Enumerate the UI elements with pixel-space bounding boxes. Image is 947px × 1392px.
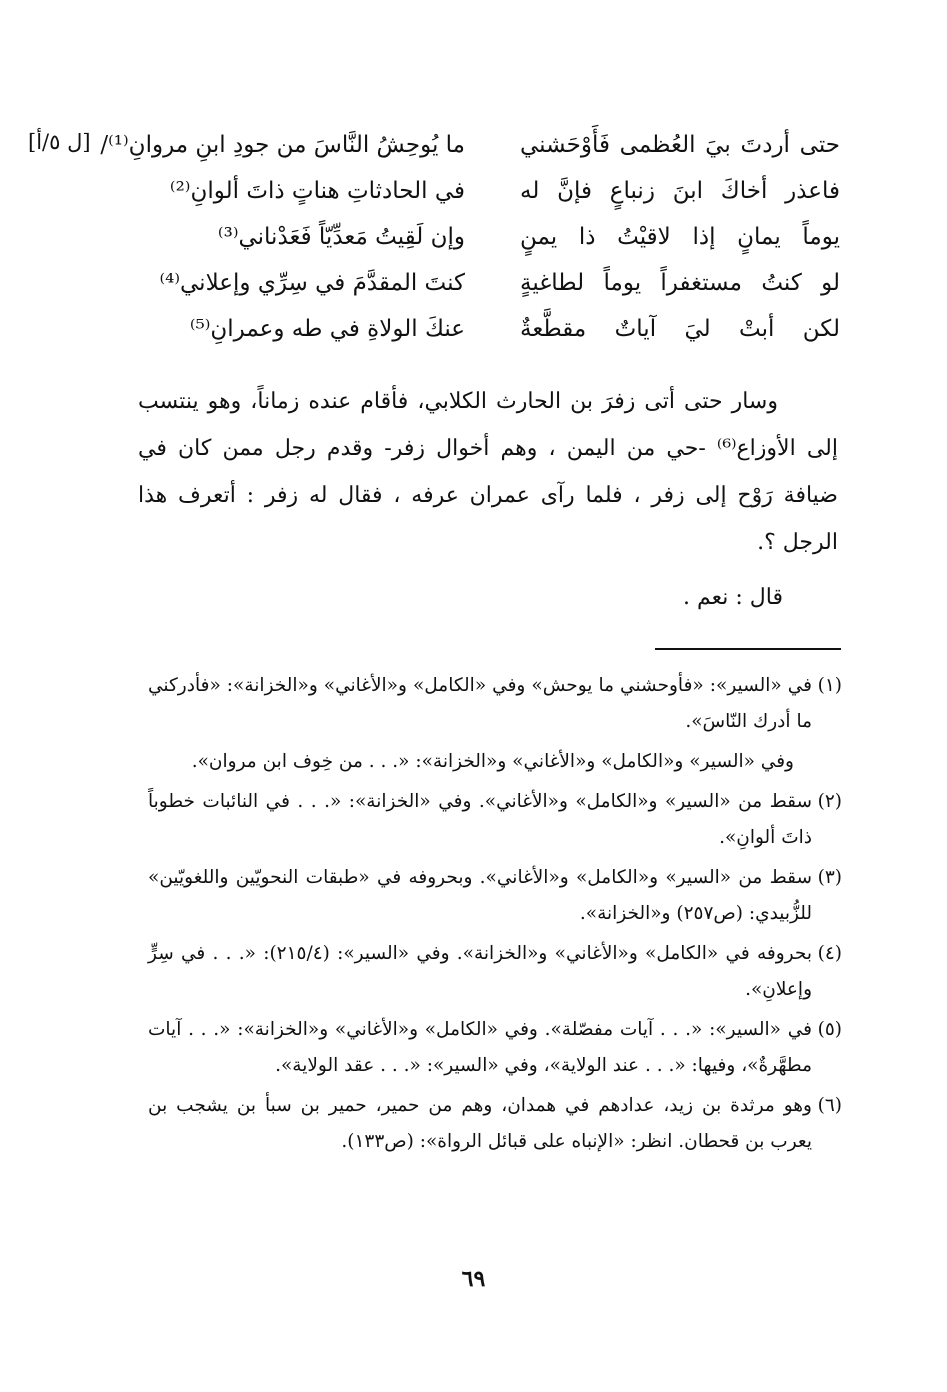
footnote (148, 1012, 842, 1084)
footnote (148, 668, 842, 740)
footnote-number: (٢) (817, 791, 842, 812)
verse-first-hemistich: لكن أبتْ ليَ آياتٌ مقطَّعةٌ (520, 316, 840, 342)
verse-first-hemistich: يوماً يمانٍ إذا لاقيْتُ ذا يمنٍ (520, 224, 840, 250)
footnote-text: وهو مرثدة بن زيد، عدادهم في همدان، وهم من حمير، حمير بن سبأ بن يشجب بن يعرب بن قحطان. انظر: «الإنباه على قبائل الرواة»: (ص١٣٣). (148, 1095, 812, 1152)
poem-verse (100, 122, 840, 168)
footnote-number: (٤) (817, 943, 842, 964)
footnote-number: (٥) (817, 1019, 842, 1040)
body-paragraph: وسار حتى أتى زفرَ بن الحارث الكلابي، فأقام عنده زماناً، وهو ينتسب إلى الأوزاع⁽⁶⁾ -حي من اليمن ، وهم أخوال زفر- وقدم رجل ممن كان في ضيافة رَوْح إلى زفر ، فلما رآى عمران عرفه ، فقال له زفر : أتعرف هذا الرجل ؟. (138, 389, 838, 555)
body-paragraph-reply: قال : نعم . (683, 585, 783, 610)
page-number: ٦٩ (461, 1266, 486, 1292)
footnote (148, 936, 842, 1008)
footnote-text: سقط من «السير» و«الكامل» و«الأغاني». وبحروفه في «طبقات النحويّين واللغويّين» للزُّبيدي: (ص٢٥٧) و«الخزانة». (148, 867, 812, 924)
verse-second-hemistich: وإن لَقِيتُ مَعدِّيّاً فَعَدْناني⁽³⁾ (217, 224, 465, 250)
body-text (138, 378, 838, 566)
footnote (148, 1088, 842, 1160)
footnote-number: (٣) (817, 867, 842, 888)
footnote-text: سقط من «السير» و«الكامل» و«الأغاني». وفي «الخزانة»: «. . . في النائبات خطوباً ذاتَ ألوانِ». (148, 791, 812, 848)
footnote (148, 784, 842, 856)
footnote-text: في «السير»: «فأوحشني ما يوحش» وفي «الكامل» و«الأغاني» و«الخزانة»: «فأدركني ما أدرك النّاسَ». (148, 675, 812, 732)
verse-second-hemistich: كنتَ المقدَّمَ في سِرِّي وإعلاني⁽⁴⁾ (159, 270, 465, 296)
verse-second-hemistich: في الحادثاتِ هناتٍ ذاتَ ألوانِ⁽²⁾ (169, 178, 465, 204)
verse-first-hemistich: لو كنتُ مستغفراً يوماً لطاغيةٍ (520, 270, 840, 296)
poem-verse (110, 306, 840, 352)
poem-verse (110, 260, 840, 306)
footnote-separator (655, 648, 841, 650)
footnote-text: في «السير»: «. . . آيات مفصّلة». وفي «الكامل» و«الأغاني» و«الخزانة»: «. . . آيات مطهَّرةٌ»، وفيها: «. . . عند الولاية»، وفي «السير»: «. . . عقد الولاية». (148, 1019, 812, 1076)
poem (100, 122, 840, 352)
verse-second-hemistich: ما يُوحِشُ النَّاسَ من جودِ ابنِ مروانِ⁽¹⁾/ (100, 132, 465, 158)
footnote-text: بحروفه في «الكامل» و«الأغاني» و«الخزانة». وفي «السير»: (٢١٥/٤): «. . . في سِرٍّ وإعلانِ». (148, 943, 812, 1000)
footnote (148, 860, 842, 932)
footnote-continuation (148, 744, 842, 780)
footnote-text: وفي «السير» و«الكامل» و«الأغاني» و«الخزانة»: «. . . من خِوف ابن مروان». (191, 751, 794, 772)
poem-verse (110, 168, 840, 214)
footnote-number: (١) (817, 675, 842, 696)
verse-first-hemistich: حتى أردتَ بيَ العُظمى فَأَوْحَشني (520, 132, 840, 158)
footnotes (148, 668, 842, 1164)
manuscript-folio-reference: [ل ٥/أ] (28, 130, 91, 154)
poem-verse (110, 214, 840, 260)
footnote-number: (٦) (817, 1095, 842, 1116)
verse-second-hemistich: عنكَ الولاةِ في طه وعمرانِ⁽⁵⁾ (189, 316, 465, 342)
verse-first-hemistich: فاعذر أخاكَ ابنَ زنباعٍ فإنَّ له (520, 178, 840, 204)
